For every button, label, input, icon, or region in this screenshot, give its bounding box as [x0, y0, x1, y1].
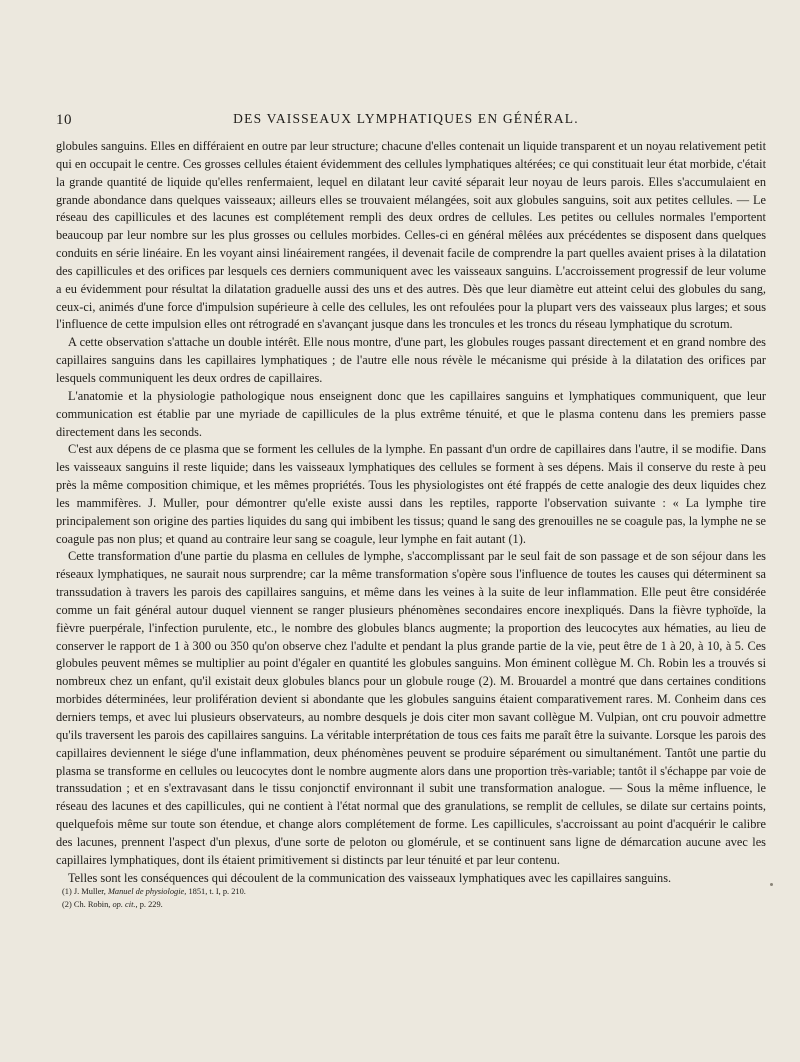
paragraph: A cette observation s'attache un double intérêt. Elle nous montre, d'une part, les globules rouges passant directement et en grand nombre des capillaires sanguins dans les capillaires lymphatiques ; de l'autre elle nous révèle le mécanisme qui préside à la dilatation des orifices par lesquels communiquent les deux ordres de capillaires.	[56, 335, 766, 385]
running-title: DES VAISSEAUX LYMPHATIQUES EN GÉNÉRAL.	[233, 111, 579, 126]
footnote-title: op. cit.,	[112, 899, 138, 909]
footnote	[62, 886, 752, 899]
paper-speck	[770, 883, 773, 886]
footnote-title: Manuel de physiologie,	[107, 887, 187, 896]
paragraph: L'anatomie et la physiologie pathologique nous enseignent donc que les capillaires sanguins et lymphatiques communiquent, que leur communication est établie par une myriade de capillicules de la plus extrême ténuité, et que le plasma contenu dans les premiers passe directement dans les seconds.	[56, 388, 766, 439]
page-number: 10	[56, 112, 72, 128]
paragraph: Cette transformation d'une partie du plasma en cellules de lymphe, s'accomplissant par le seul fait de son passage et de son séjour dans les réseaux lymphatiques, ne saurait nous surprendre; car la même transformation s'opère sous l'influence de toutes les causes qui déterminent sa transsudation à travers les parois des capillaires sanguins, et même dans les veines à la suite de leur inflammation. Elle peut être considérée comme un fait général autour duquel viennent se ranger plusieurs phénomènes secondaires encore inexpliqués. Dans la fièvre typhoïde, la fièvre puerpérale, l'infection purulente, etc., le nombre des globules blancs augmente; la proportion des leucocytes aux hématies, au lieu de conserver le rapport de 1 à 300 ou 350 qu'on observe chez l'adulte et pendant la plus grande partie de la vie, peut être de 1 à 20, à 10, à 5. Ces globules peuvent mêmes se multiplier au point d'égaler en quantité les globules sanguins. Mon éminent collègue M. Ch. Robin les a trouvés si nombreux chez un enfant, qu'il existait deux globules blancs pour un globule rouge (2). M. Brouardel a montré que dans certaines conditions morbides déterminées, leur prolifération devient si abondante que les globules sanguins étaient comparativement rares. M. Conheim dans ces derniers temps, et avec lui plusieurs observateurs, au nombre desquels je dois citer mon savant collègue M. Vulpian, ont cru pouvoir admettre qu'ils traversent les parois des capillaires sanguins. La véritable interprétation de tous ces faits me paraît être la suivante. Lorsque les parois des capillaires deviennent le siége d'une inflammation, deux phénomènes peuvent se produire séparément ou simultanément. Tantôt une partie du plasma se transforme en cellules ou leucocytes dont le nombre augmente alors dans une proportion très-variable; tantôt il s'échappe par voie de transsudation ; et en s'extravasant dans le tissu conjonctif environnant il subit une transformation analogue. — Sous la même influence, le réseau des lacunes et des capillicules, qui ne contient à l'état normal que des granulations, se remplit de cellules, se dilate sur certains points, quelquefois même sur toute son étendue, et change alors complétement de forme. Les capillicules, s'accroissant au point d'acquérir le calibre des lacunes, prennent l'aspect d'un plexus, d'une sorte de peloton ou glomérule, et se continuent sans ligne de démarcation aucune avec les capillaires lymphatiques, dont ils étaient primitivement si distincts par leur ténuité et par leur contenu.	[56, 549, 766, 867]
footnote-detail: p. 229.	[139, 899, 163, 909]
footnote-marker: (2)	[62, 899, 72, 909]
footnote-marker: (1)	[62, 887, 72, 896]
paragraph: C'est aux dépens de ce plasma que se forment les cellules de la lymphe. En passant d'un ordre de capillaires dans l'autre, il se modifie. Dans les vaisseaux sanguins il reste liquide; dans les vaisseaux lymphatiques des cellules se forment à ses dépens. Mais il conserve du reste à peu près la même composition chimique, et les mêmes propriétés. Tous les physiologistes ont été frappés de cette analogie des deux liquides chez les mammifères. J. Muller, pour démontrer qu'elle existe aussi dans les reptiles, rapporte l'observation suivante : « La lymphe tire principalement son origine des parties liquides du sang qui imbibent les tissus; quand le sang des grenouilles ne se coagule pas, la lymphe ne se coagule pas non plus; et quand au contraire leur sang se coagule, leur lymphe en fait autant (1).	[56, 442, 766, 546]
paragraph: globules sanguins. Elles en différaient en outre par leur structure; chacune d'elles contenait un liquide transparent et un noyau relativement petit qui en occupait le centre. Ces grosses cellules étaient évidemment des cellules lymphatiques altérées; ce qui constituait leur état morbide, c'était la grande quantité de liquide qu'elles renfermaient, lequel en dilatant leur cavité séparait leur noyau de leurs parois. Elles s'accumulaient en grande abondance dans quelques vaisseaux; ailleurs elles se trouvaient mélangées, soit aux globules sanguins, soit aux petites cellules. — Le réseau des capillicules et des lacunes est complétement rempli des deux ordres de cellules. Les petites ou cellules normales l'emportent beaucoup par leur nombre sur les plus grosses ou cellules morbides. Celles-ci en général mêlées aux précédentes se disposent dans quelques conduits en série linéaire. En les voyant ainsi linéairement rangées, il devenait facile de comprendre la part quelles avaient prises à la dilatation des capillicules et des orifices par lesquels ces derniers communiquent avec les vaisseaux sanguins. L'accroissement progressif de leur volume a eu évidemment pour résultat la dilatation graduelle aussi des uns et des autres. Dès que leur diamètre eut atteint celui des globules du sang, ceux-ci, animés d'une force d'impulsion supérieure à celle des cellules, les ont refoulées pour la plupart vers des vaisseaux plus larges; et sous l'influence de cette impulsion elles ont rétrogradé en s'avançant jusque dans les troncules et les troncs du réseau lymphatique du scrotum.	[56, 139, 766, 332]
paragraph: Telles sont les conséquences qui découlent de la communication des vaisseaux lymphatiques avec les capillaires sanguins.	[68, 870, 672, 885]
footnote	[62, 899, 752, 912]
footnotes	[62, 886, 752, 911]
footnote-detail: 1851, t. I, p. 210.	[188, 887, 246, 896]
footnote-author: Ch. Robin,	[73, 899, 111, 909]
footnote-author: J. Muller,	[73, 887, 106, 896]
body-text	[56, 138, 766, 887]
page-header	[56, 108, 756, 130]
